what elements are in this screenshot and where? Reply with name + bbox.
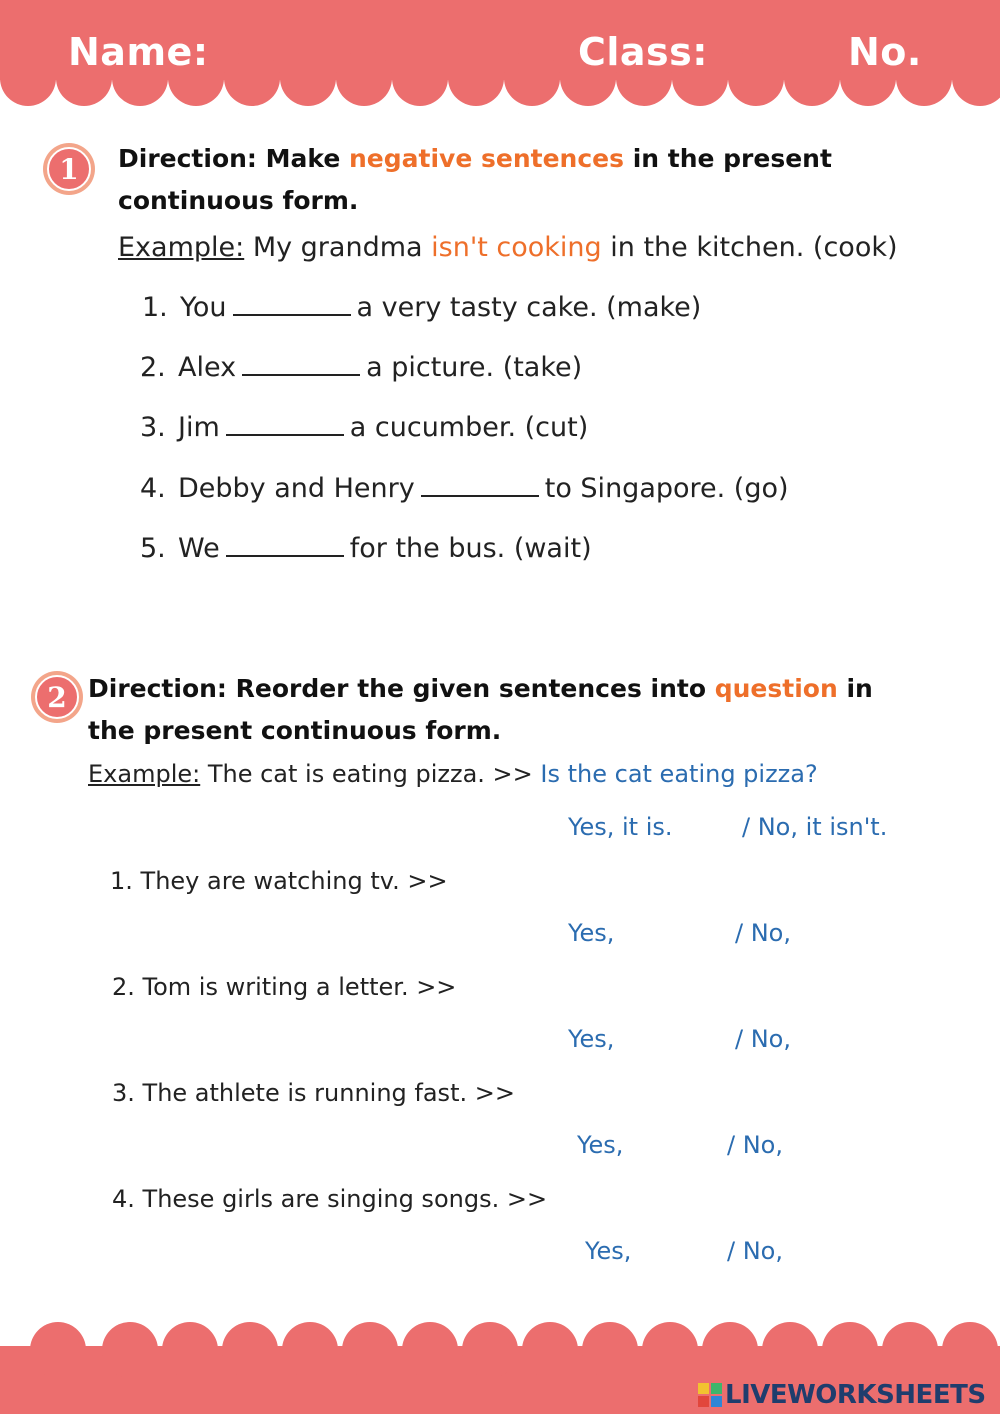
- item-subject: Jim: [178, 412, 220, 443]
- direction-1-highlight: negative sentences: [348, 144, 624, 173]
- answer-blank[interactable]: [242, 368, 360, 376]
- example-1-label: Example:: [118, 232, 245, 263]
- exercise-2-item-4: 4. These girls are singing songs. >>: [112, 1185, 548, 1213]
- exercise-2-item-2-yes[interactable]: Yes,: [568, 1025, 615, 1053]
- exercise-2-item-3-no[interactable]: / No,: [727, 1131, 783, 1159]
- direction-2-prefix: Direction: Reorder the given sentences into: [88, 674, 715, 703]
- example-2-answer: Is the cat eating pizza?: [540, 760, 818, 788]
- example-1-before: My grandma: [244, 232, 432, 263]
- example-2-label: Example:: [88, 760, 201, 788]
- answer-blank[interactable]: [226, 428, 344, 436]
- item-rest: a cucumber. (cut): [349, 412, 589, 443]
- exercise-1-item-5: [140, 533, 592, 564]
- example-1-after: in the kitchen. (cook): [601, 232, 898, 263]
- direction-1-prefix: Direction: Make: [118, 144, 349, 173]
- section-2-badge: [30, 670, 84, 724]
- section-1-direction: [118, 138, 968, 222]
- example-2-text: The cat is eating pizza. >>: [200, 760, 541, 788]
- section-2-badge-number: 2: [47, 681, 67, 714]
- section-2-direction: [88, 668, 978, 752]
- item-number: 1.: [142, 292, 168, 323]
- exercise-2-item-4-yes[interactable]: Yes,: [585, 1237, 632, 1265]
- exercise-2-item-4-no[interactable]: / No,: [727, 1237, 783, 1265]
- section-1-badge-number: 1: [59, 153, 79, 186]
- item-number: 4.: [140, 473, 166, 504]
- exercise-2-item-2: 2. Tom is writing a letter. >>: [112, 973, 457, 1001]
- exercise-2-item-1-no[interactable]: / No,: [735, 919, 791, 947]
- exercise-2-item-1-yes[interactable]: Yes,: [568, 919, 615, 947]
- item-rest: for the bus. (wait): [349, 533, 592, 564]
- direction-2-suffix: in: [837, 674, 873, 703]
- item-subject: Alex: [178, 352, 237, 383]
- section-1-example: [118, 232, 898, 263]
- section-1-badge: [42, 142, 96, 196]
- direction-1-line2: continuous form.: [118, 186, 359, 215]
- exercise-1-item-4: [140, 473, 789, 504]
- direction-2-highlight: question: [714, 674, 838, 703]
- class-label: Class:: [578, 30, 708, 74]
- item-number: 5.: [140, 533, 166, 564]
- item-rest: a very tasty cake. (make): [356, 292, 702, 323]
- answer-blank[interactable]: [226, 549, 344, 557]
- exercise-2-item-3-yes[interactable]: Yes,: [577, 1131, 624, 1159]
- answer-blank[interactable]: [233, 308, 351, 316]
- item-number: 3.: [140, 412, 166, 443]
- exercise-2-item-1: 1. They are watching tv. >>: [110, 867, 448, 895]
- item-subject: You: [180, 292, 227, 323]
- example-2-yes: Yes, it is.: [568, 813, 673, 841]
- exercise-1-item-3: [140, 412, 588, 443]
- item-rest: a picture. (take): [366, 352, 583, 383]
- item-rest: to Singapore. (go): [544, 473, 789, 504]
- name-label: Name:: [68, 30, 209, 74]
- section-2-example: [88, 760, 818, 788]
- number-label: No.: [848, 30, 922, 74]
- exercise-2-item-3: 3. The athlete is running fast. >>: [112, 1079, 515, 1107]
- item-subject: Debby and Henry: [178, 473, 415, 504]
- example-1-answer: isn't cooking: [431, 232, 602, 263]
- logo-mark-icon: [698, 1383, 722, 1407]
- example-2-no: / No, it isn't.: [742, 813, 888, 841]
- item-subject: We: [178, 533, 220, 564]
- direction-2-line2: the present continuous form.: [88, 716, 502, 745]
- exercise-1-item-2: [140, 352, 582, 383]
- logo-text: LIVEWORKSHEETS: [725, 1380, 986, 1410]
- liveworksheets-logo: [698, 1378, 986, 1412]
- answer-blank[interactable]: [421, 489, 539, 497]
- exercise-2-item-2-no[interactable]: / No,: [735, 1025, 791, 1053]
- exercise-1-item-1: [142, 292, 701, 323]
- direction-1-suffix: in the present: [623, 144, 832, 173]
- item-number: 2.: [140, 352, 166, 383]
